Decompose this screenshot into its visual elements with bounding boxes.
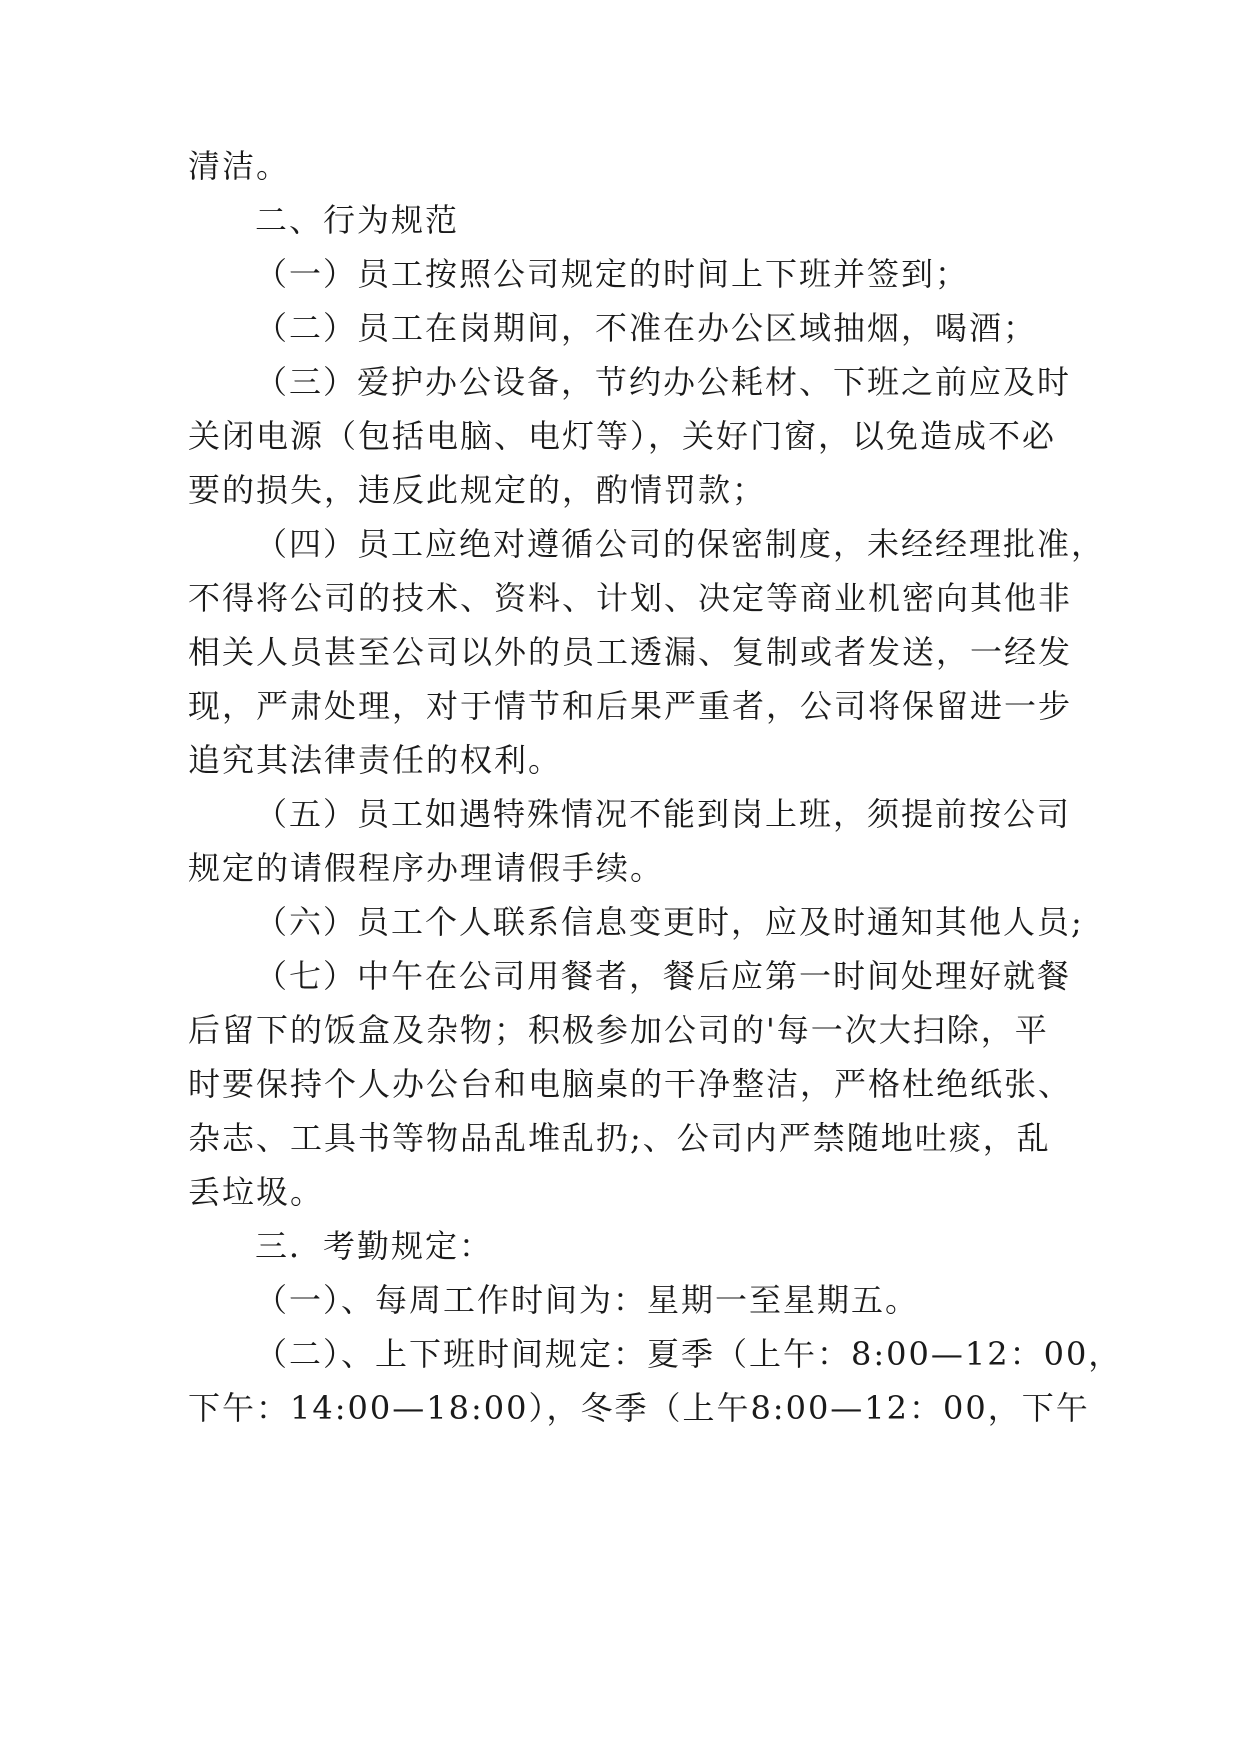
text-line: 规定的请假程序办理请假手续。 [188, 849, 665, 887]
text-line: 丢垃圾。 [188, 1173, 325, 1211]
text-line: （四）员工应绝对遵循公司的保密制度，未经经理批准， [255, 525, 1106, 563]
text-line: （一）员工按照公司规定的时间上下班并签到； [255, 255, 970, 293]
text-line: （二）员工在岗期间，不准在办公区域抽烟，喝酒； [255, 309, 1038, 347]
text-line: （五）员工如遇特殊情况不能到岗上班，须提前按公司 [255, 795, 1072, 833]
text-line: 下午：14:00—18:00），冬季（上午8:00—12：00，下午 [188, 1389, 1090, 1427]
text-line: 杂志、工具书等物品乱堆乱扔;、公司内严禁随地吐痰，乱 [188, 1119, 1051, 1157]
text-line: （三）爱护办公设备，节约办公耗材、下班之前应及时 [255, 363, 1072, 401]
text-line: 现，严肃处理，对于情节和后果严重者，公司将保留进一步 [188, 687, 1073, 725]
text-line: （一）、每周工作时间为：星期一至星期五。 [255, 1281, 920, 1319]
text-line: （六）员工个人联系信息变更时，应及时通知其他人员; [255, 903, 1084, 941]
text-line: 时要保持个人办公台和电脑桌的干净整洁，严格杜绝纸张、 [188, 1065, 1073, 1103]
text-line: 要的损失，违反此规定的，酌情罚款； [188, 471, 767, 509]
text-line: 后留下的饭盒及杂物；积极参加公司的'每一次大扫除，平 [188, 1011, 1049, 1049]
text-line: （七）中午在公司用餐者，餐后应第一时间处理好就餐 [255, 957, 1072, 995]
section-heading: 二、行为规范 [255, 201, 460, 239]
text-line: 追究其法律责任的权利。 [188, 741, 563, 779]
text-line: （二）、上下班时间规定：夏季（上午：8:00—12：00， [255, 1335, 1123, 1373]
text-line: 关闭电源（包括电脑、电灯等），关好门窗，以免造成不必 [188, 417, 1057, 455]
text-line: 不得将公司的技术、资料、计划、决定等商业机密向其他非 [188, 579, 1073, 617]
text-line: 相关人员甚至公司以外的员工透漏、复制或者发送，一经发 [188, 633, 1073, 671]
section-heading: 三．考勤规定： [255, 1227, 494, 1265]
text-line: 清洁。 [188, 147, 291, 185]
